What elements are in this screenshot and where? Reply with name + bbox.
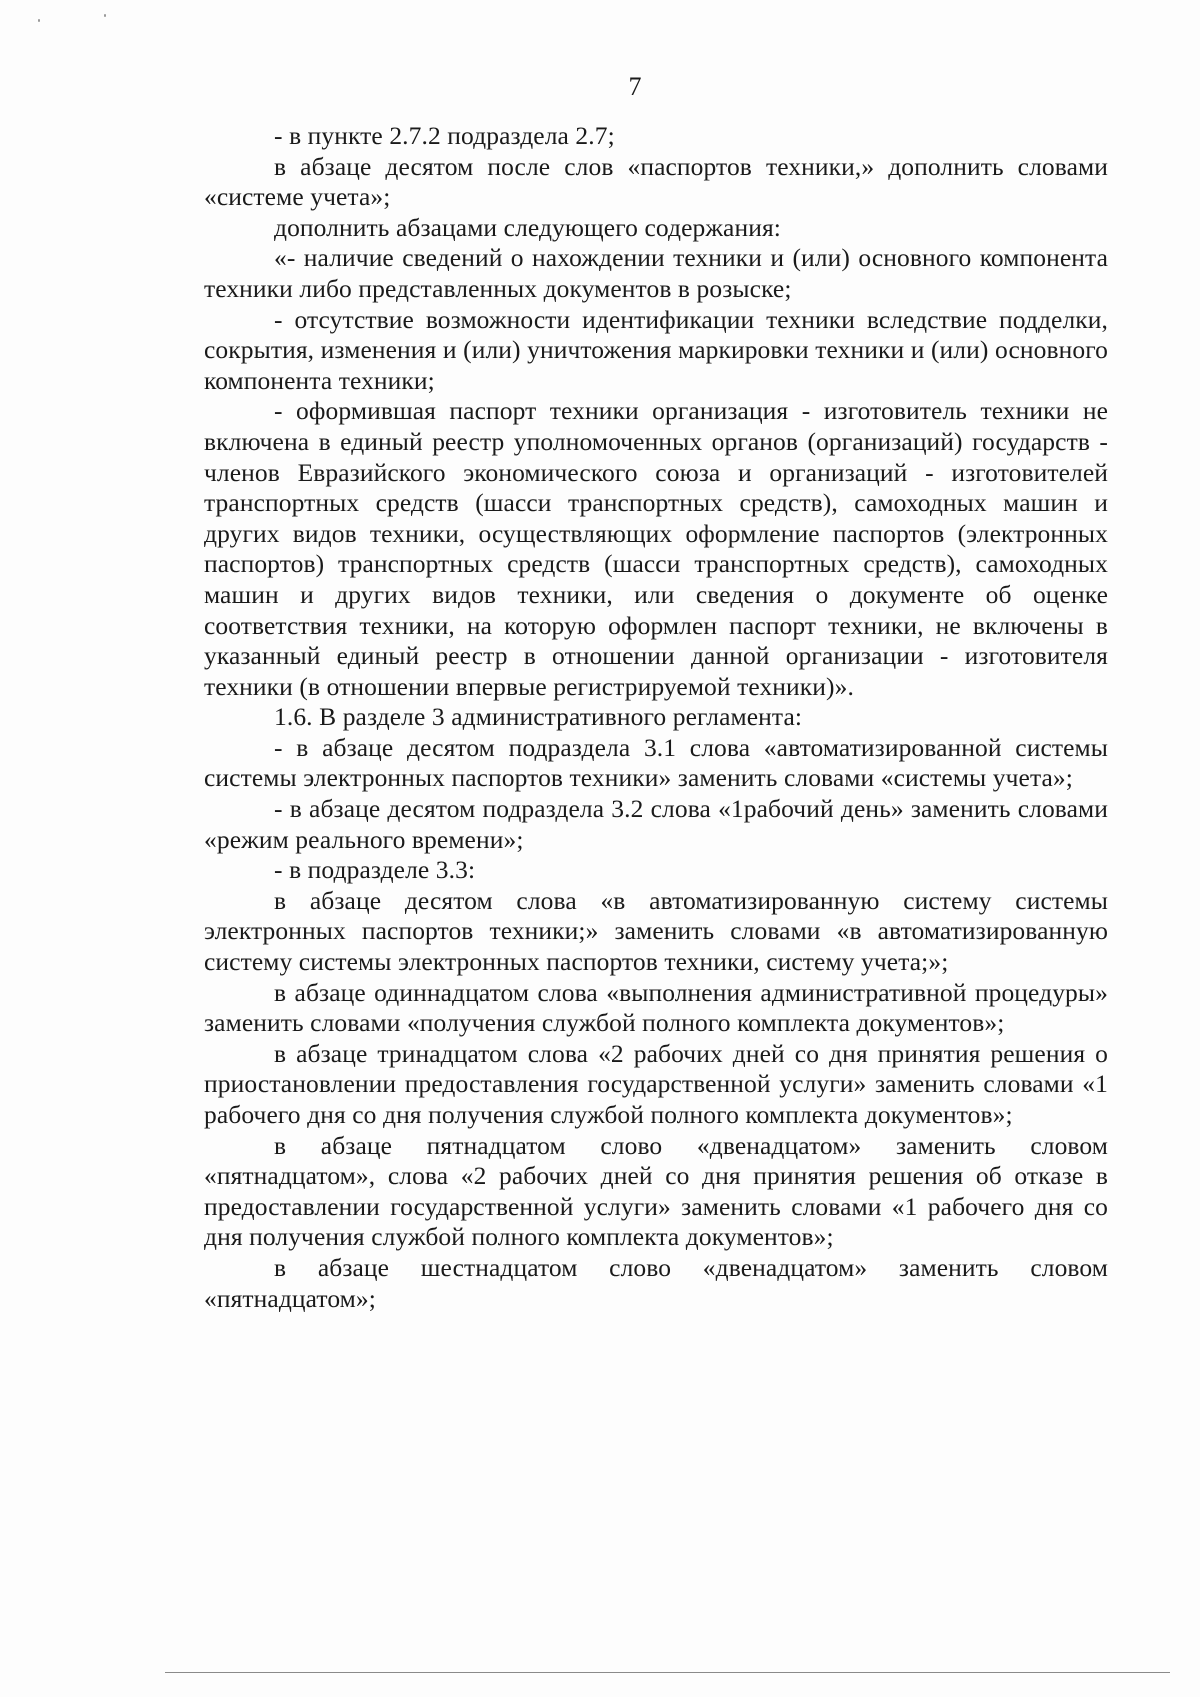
page-bottom-rule [165, 1672, 1170, 1673]
page-number: 7 [628, 72, 642, 101]
scan-artifact [38, 19, 40, 22]
paragraph: дополнить абзацами следующего содержания: [274, 212, 781, 242]
paragraph: - в подразделе 3.3: [274, 855, 476, 885]
paragraph: в абзаце тринадцатом слова «2 рабочих дней со дня принятия решения о приостановлении предоставления государственной услуги» заменить словами «1 рабочего дня со дня получения службой полного комплекта документов»; [204, 1038, 1108, 1129]
paragraph: - отсутствие возможности идентификации техники вследствие подделки, сокрытия, изменения и (или) уничтожения маркировки техники и (или) основного компонента техники; [204, 304, 1108, 395]
paragraph: «- наличие сведений о нахождении техники и (или) основного компонента техники либо представленных документов в розыске; [204, 243, 1108, 303]
paragraph: 1.6. В разделе 3 административного регламента: [274, 702, 803, 732]
document-body [204, 121, 1108, 1314]
paragraph: в абзаце одиннадцатом слова «выполнения административной процедуры» заменить словами «получения службой полного комплекта документов»; [204, 977, 1108, 1038]
paragraph: - в пункте 2.7.2 подраздела 2.7; [274, 121, 615, 150]
paragraph: в абзаце десятом слова «в автоматизированную систему системы электронных паспортов техники;» заменить словами «в автоматизированную систему системы электронных паспортов техники, систему учета;»; [204, 885, 1108, 977]
paragraph: в абзаце десятом после слов «паспортов техники,» дополнить словами «системе учета»; [204, 151, 1108, 212]
paragraph: - оформившая паспорт техники организация - изготовитель техники не включена в единый реестр уполномоченных органов (организаций) государств - членов Евразийского экономического союза и организаций - изготовителей транспортных средств (шасси транспортных средств), самоходных машин и других видов техники, осуществляющих оформление паспортов (электронных паспортов) транспортных средств (шасси транспортных средств), самоходных машин и других видов техники, или сведения о документе об оценке соответствия техники, на которую оформлен паспорт техники, не включены в указанный единый реестр в отношении данной организации - изготовителя техники (в отношении впервые регистрируемой техники)». [204, 396, 1108, 701]
scan-artifact [104, 14, 106, 17]
paragraph: - в абзаце десятом подраздела 3.1 слова «автоматизированной системы системы электронных паспортов техники» заменить словами «системы учета»; [204, 732, 1108, 793]
paragraph: в абзаце шестнадцатом слово «двенадцатом» заменить словом «пятнадцатом»; [204, 1252, 1108, 1313]
paragraph: в абзаце пятнадцатом слово «двенадцатом» заменить словом «пятнадцатом», слова «2 рабочих дней со дня принятия решения об отказе в предоставлении государственной услуги» заменить словами «1 рабочего дня со дня получения службой полного комплекта документов»; [204, 1130, 1108, 1252]
paragraph: - в абзаце десятом подраздела 3.2 слова «1рабочий день» заменить словами «режим реального времени»; [204, 794, 1108, 854]
